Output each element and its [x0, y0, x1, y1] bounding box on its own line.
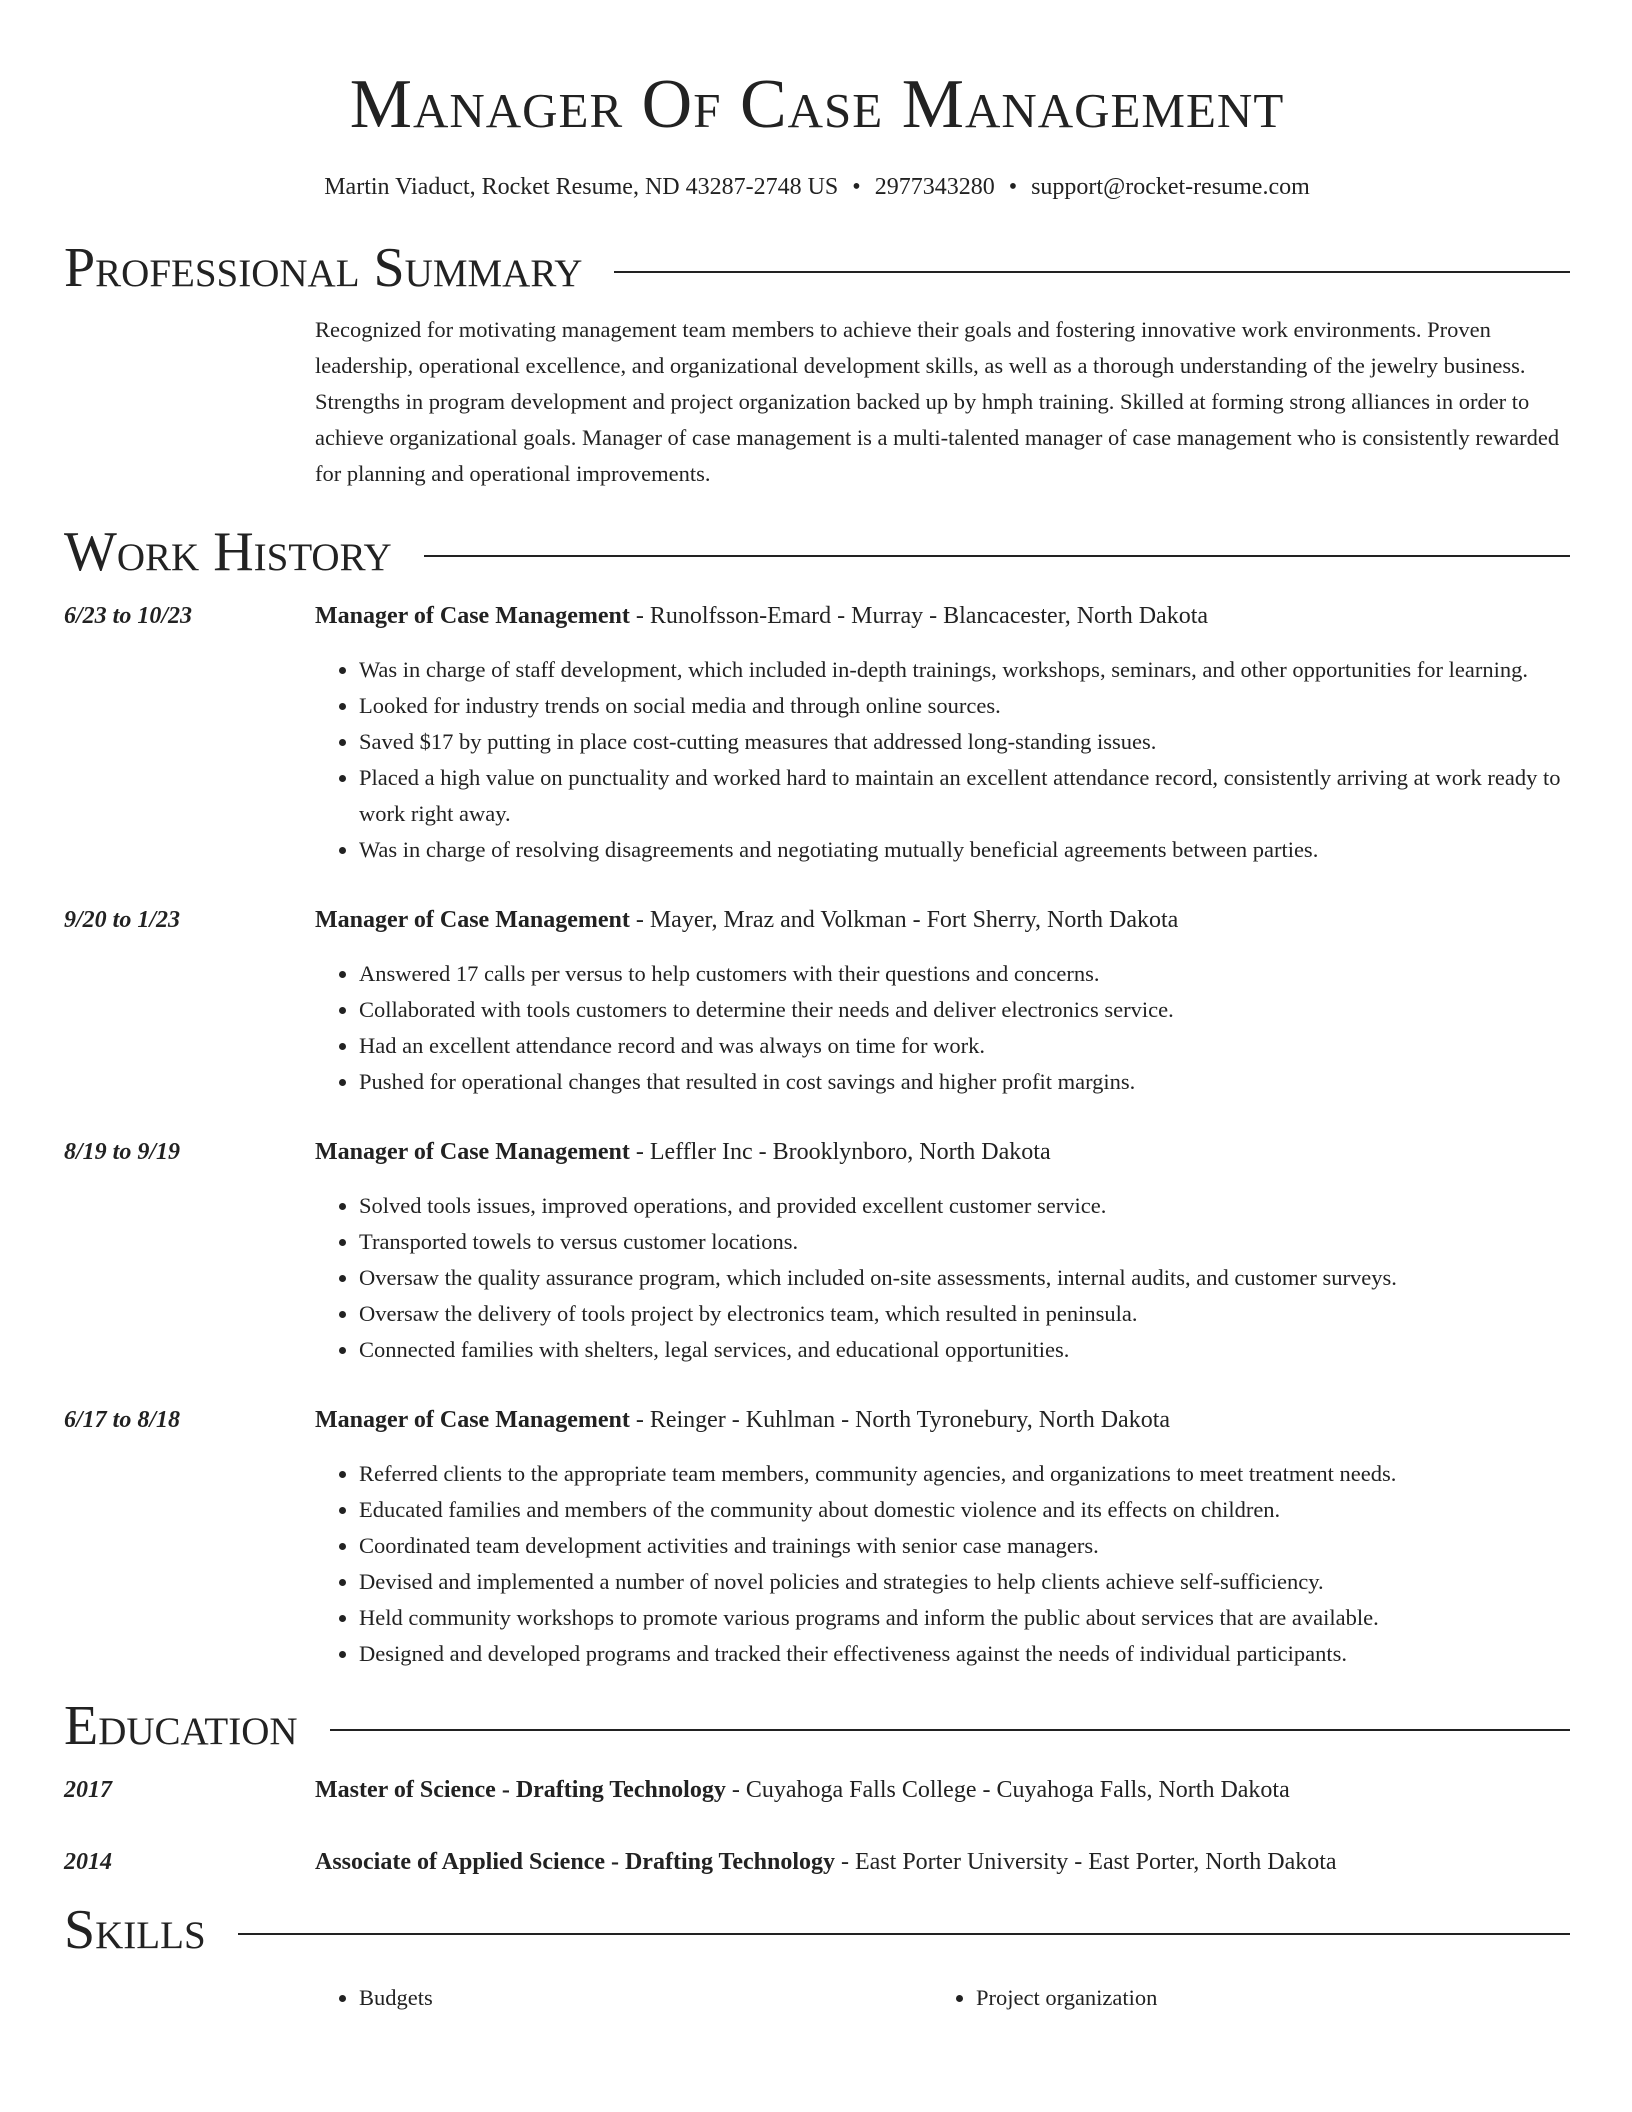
- contact-separator: •: [852, 174, 861, 200]
- job-bullet: • Oversaw the delivery of tools project by electronics team, which resulted in peninsula.: [359, 1296, 1570, 1332]
- work-dates: 8/19 to 9/19: [64, 1139, 181, 1165]
- job-bullet: • Saved $17 by putting in place cost-cutting measures that addressed long-standing issues.: [359, 724, 1570, 760]
- job-bullet: • Answered 17 calls per versus to help customers with their questions and concerns.: [359, 956, 1570, 992]
- job-bullet: • Educated families and members of the community about domestic violence and its effects on children.: [359, 1492, 1570, 1528]
- section-divider: [614, 271, 1570, 273]
- job-bullet: • Coordinated team development activities and trainings with senior case managers.: [359, 1528, 1570, 1564]
- job-bullet: • Referred clients to the appropriate team members, community agencies, and organizations to meet treatment needs.: [359, 1456, 1570, 1492]
- school-details: - Cuyahoga Falls College - Cuyahoga Falls, North Dakota: [725, 1777, 1290, 1803]
- contact-phone: 2977343280: [874, 174, 995, 200]
- summary-heading: Professional Summary: [64, 237, 583, 299]
- contact-separator: •: [1008, 174, 1018, 200]
- job-details: - Leffler Inc - Brooklynboro, North Dakota: [629, 1139, 1051, 1165]
- job-bullet: • Transported towels to versus customer locations.: [359, 1224, 1570, 1260]
- contact-line: [64, 172, 1570, 202]
- job-bullet: • Designed and developed programs and tracked their effectiveness against the needs of individual participants.: [359, 1636, 1570, 1672]
- education-entry: [64, 1844, 1570, 1880]
- summary-text: Recognized for motivating management team members to achieve their goals and fostering innovative work environments. Proven leadership, operational excellence, and organizational development skills, as well as a thorough understanding of the jewelry business. Strengths in program development and project organization backed up by hmph training. Skilled at forming strong alliances in order to achieve organizational goals. Manager of case management is a multi-talented manager of case management who is consistently rewarded for planning and operational improvements.: [315, 317, 1560, 486]
- job-bullet-list: [315, 1456, 1570, 1672]
- work-entry: [64, 1134, 1570, 1368]
- job-details: - Runolfsson-Emard - Murray - Blancacester, North Dakota: [629, 603, 1209, 629]
- job-bullet-list: [315, 1188, 1570, 1368]
- work-dates: 6/17 to 8/18: [64, 1407, 181, 1433]
- job-bullet: • Oversaw the quality assurance program, which included on-site assessments, internal audits, and customer surveys.: [359, 1260, 1570, 1296]
- work-section-header: [64, 520, 1570, 584]
- skills-column-left: [315, 1980, 932, 2016]
- work-entry: [64, 598, 1570, 868]
- work-title-line: [315, 902, 1570, 938]
- resume-page: [64, 0, 1570, 2016]
- job-bullet-list: [315, 652, 1570, 868]
- job-bullet: • Solved tools issues, improved operations, and provided excellent customer service.: [359, 1188, 1570, 1224]
- section-divider: [238, 1933, 1570, 1935]
- work-entry-body: [315, 1134, 1570, 1368]
- education-year: 2017: [64, 1777, 112, 1803]
- job-bullet: • Had an excellent attendance record and was always on time for work.: [359, 1028, 1570, 1064]
- work-entry-body: [315, 1402, 1570, 1672]
- job-bullet: • Placed a high value on punctuality and worked hard to maintain an excellent attendance record, consistently arriving at work ready to work right away.: [359, 760, 1570, 832]
- work-title-line: [315, 1134, 1570, 1170]
- degree-name: Associate of Applied Science - Drafting Technology: [315, 1849, 835, 1875]
- education-year: 2014: [64, 1849, 112, 1875]
- section-divider: [424, 555, 1570, 557]
- job-title: Manager of Case Management: [315, 1139, 630, 1165]
- job-bullet: • Pushed for operational changes that resulted in cost savings and higher profit margins.: [359, 1064, 1570, 1100]
- work-entry: [64, 1402, 1570, 1672]
- education-entry: [64, 1772, 1570, 1808]
- job-details: - Reinger - Kuhlman - North Tyronebury, North Dakota: [629, 1407, 1171, 1433]
- job-bullet: • Was in charge of staff development, which included in-depth trainings, workshops, seminars, and other opportunities for learning.: [359, 652, 1570, 688]
- skill-item: • Budgets: [359, 1980, 932, 2016]
- degree-name: Master of Science - Drafting Technology: [315, 1777, 726, 1803]
- job-bullet: • Connected families with shelters, legal services, and educational opportunities.: [359, 1332, 1570, 1368]
- resume-name: Manager Of Case Management: [349, 66, 1285, 143]
- job-title: Manager of Case Management: [315, 603, 630, 629]
- education-heading: Education: [64, 1695, 298, 1757]
- skills-column-right: [932, 1980, 1549, 2016]
- work-dates: 6/23 to 10/23: [64, 603, 193, 629]
- section-divider: [330, 1729, 1570, 1731]
- contact-email: support@rocket-resume.com: [1031, 174, 1310, 200]
- education-title-line: [315, 1844, 1570, 1880]
- job-title: Manager of Case Management: [315, 907, 630, 933]
- work-entry-body: [315, 902, 1570, 1100]
- education-title-line: [315, 1772, 1570, 1808]
- education-section-header: [64, 1694, 1570, 1758]
- skills-list: [315, 1980, 1570, 2016]
- contact-address: Martin Viaduct, Rocket Resume, ND 43287-2748 US: [324, 174, 839, 200]
- skill-item: • Project organization: [976, 1980, 1549, 2016]
- job-title: Manager of Case Management: [315, 1407, 630, 1433]
- job-bullet: • Looked for industry trends on social media and through online sources.: [359, 688, 1570, 724]
- job-details: - Mayer, Mraz and Volkman - Fort Sherry, North Dakota: [629, 907, 1179, 933]
- work-title-line: [315, 598, 1570, 634]
- work-entry-body: [315, 598, 1570, 868]
- job-bullet: • Was in charge of resolving disagreements and negotiating mutually beneficial agreements between parties.: [359, 832, 1570, 868]
- job-bullet-list: [315, 956, 1570, 1100]
- job-bullet: • Devised and implemented a number of novel policies and strategies to help clients achieve self-sufficiency.: [359, 1564, 1570, 1600]
- summary-section-header: [64, 236, 1570, 300]
- school-details: - East Porter University - East Porter, North Dakota: [835, 1849, 1337, 1875]
- skills-heading: Skills: [64, 1899, 206, 1961]
- work-entry: [64, 902, 1570, 1100]
- skills-section-header: [64, 1898, 1570, 1962]
- job-bullet: • Collaborated with tools customers to determine their needs and deliver electronics service.: [359, 992, 1570, 1028]
- work-title-line: [315, 1402, 1570, 1438]
- job-bullet: • Held community workshops to promote various programs and inform the public about services that are available.: [359, 1600, 1570, 1636]
- work-heading: Work History: [64, 521, 392, 583]
- work-dates: 9/20 to 1/23: [64, 907, 181, 933]
